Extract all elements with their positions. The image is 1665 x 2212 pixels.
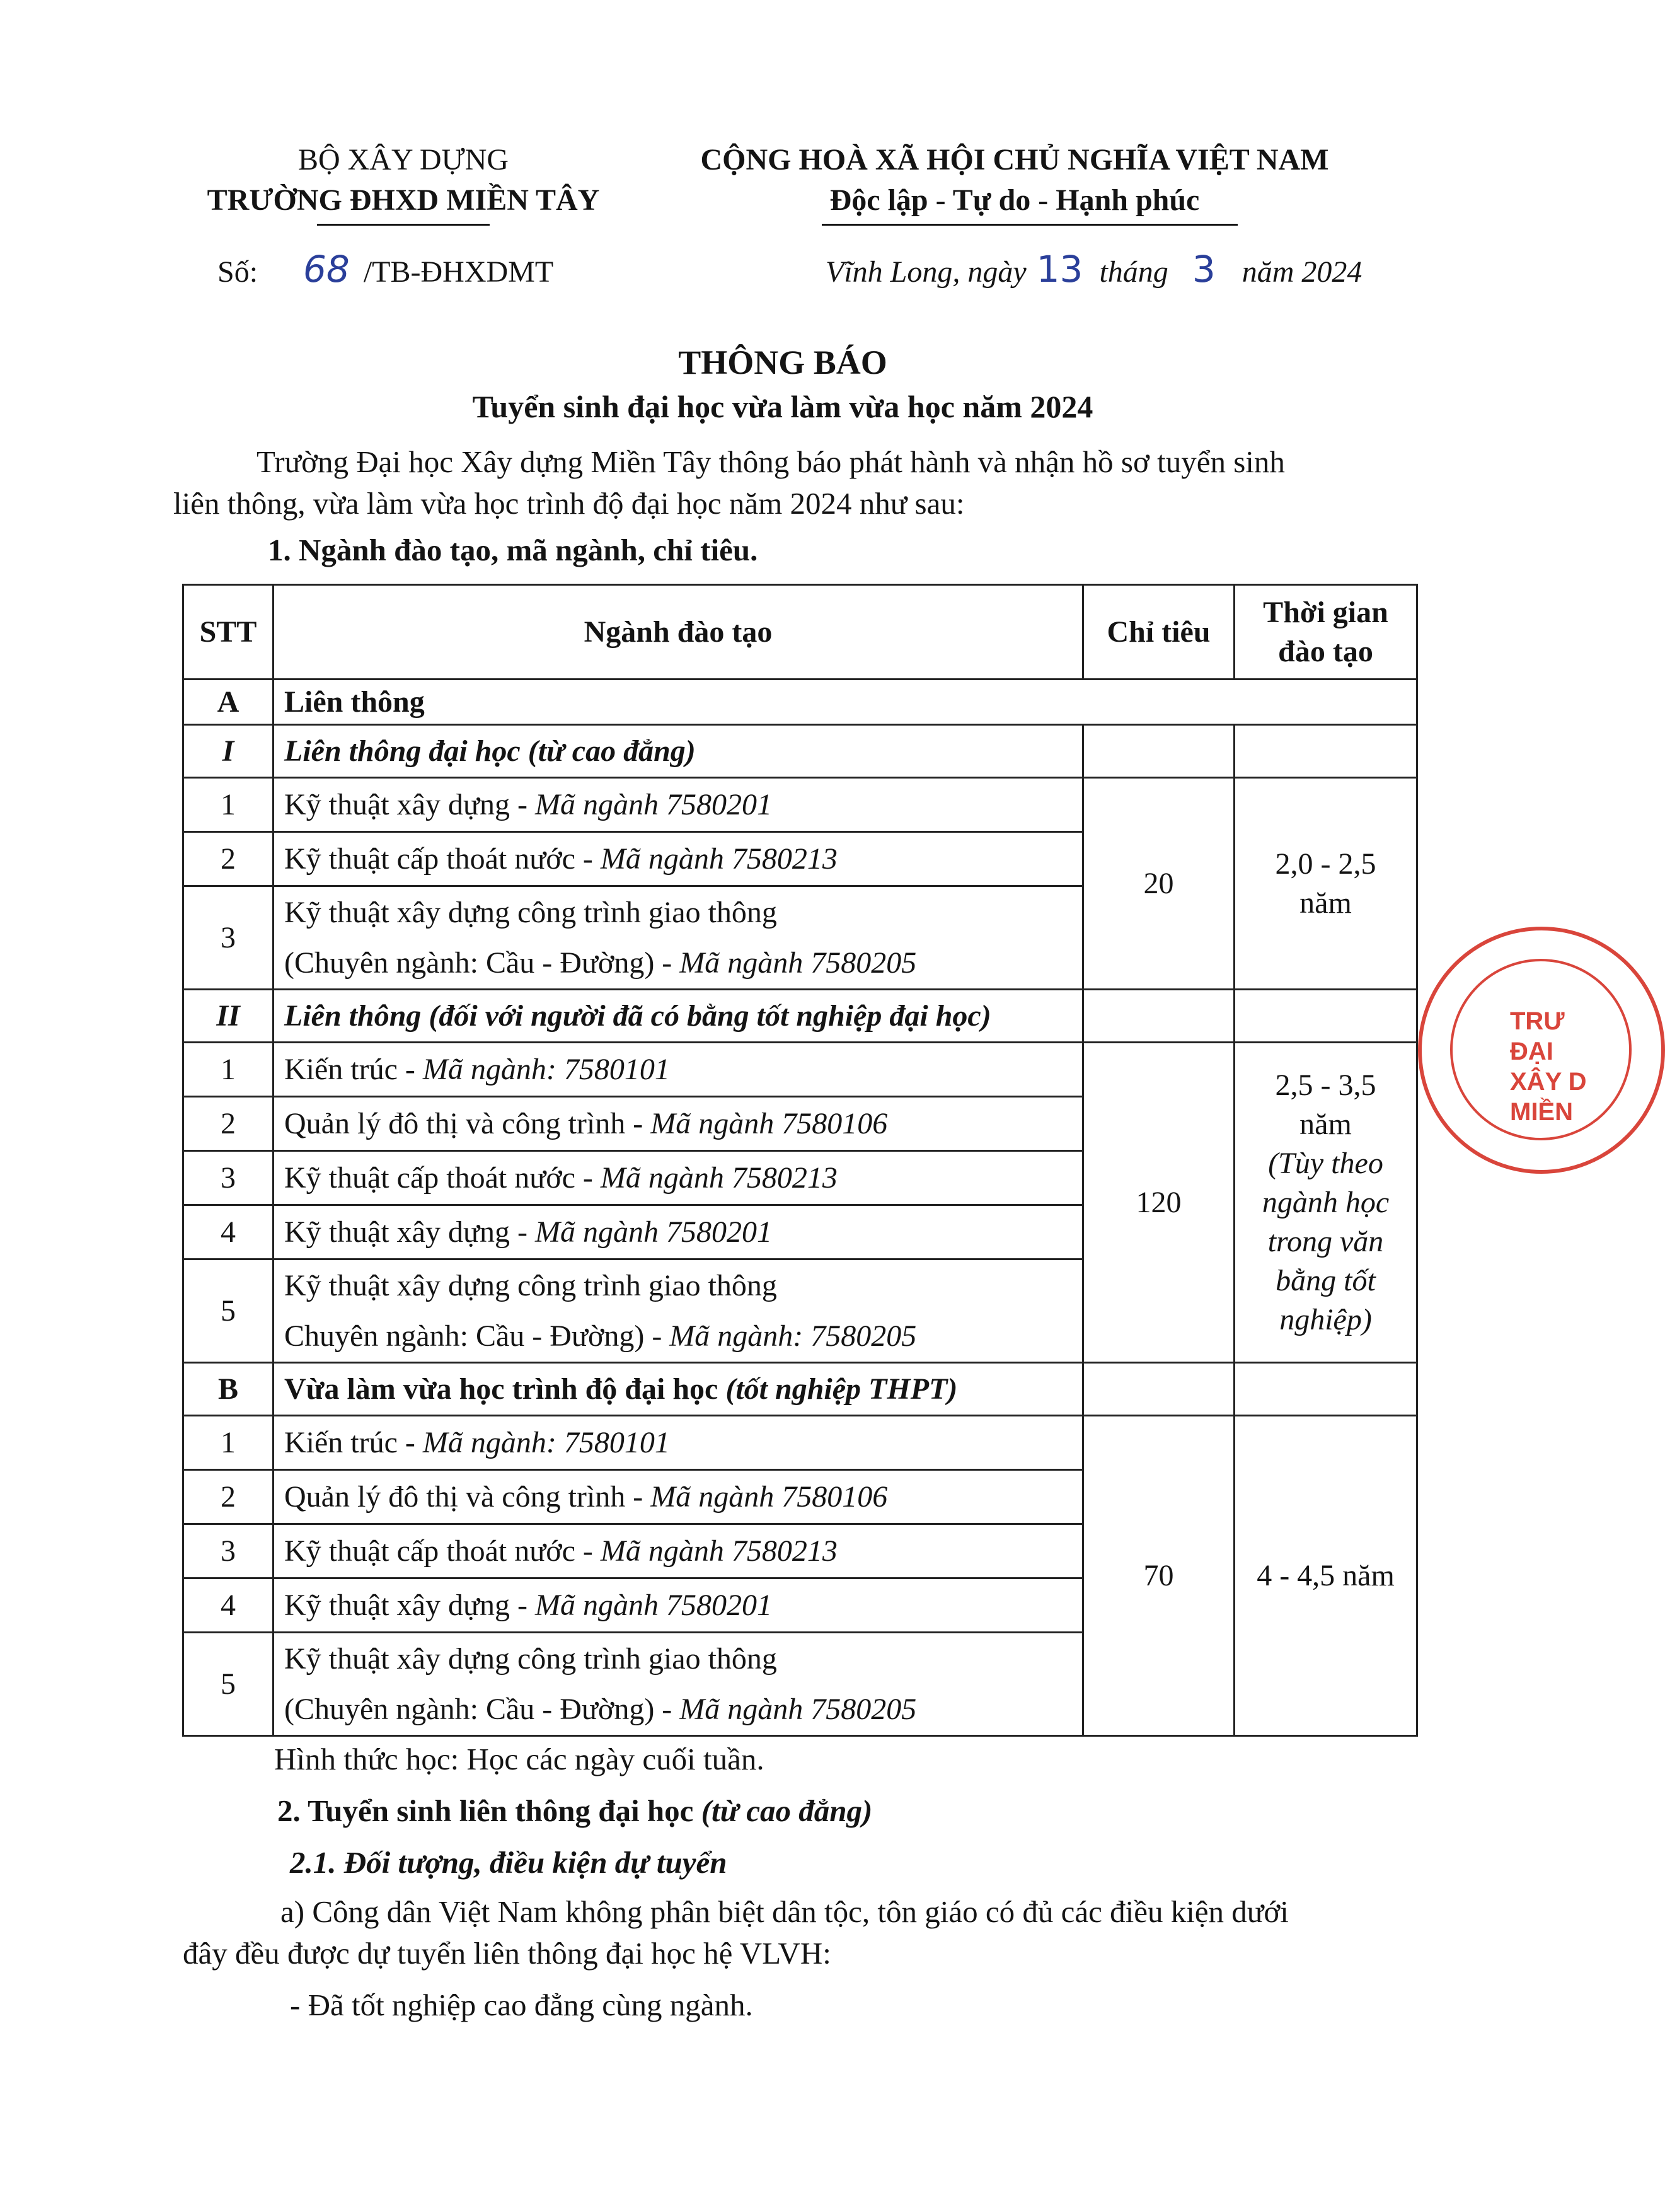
- group-b-label: Vừa làm vừa học trình độ đại học (tốt nghiệp THPT): [274, 1363, 1083, 1416]
- intro-line-2: liên thông, vừa làm vừa học trình độ đại học năm 2024 như sau:: [173, 486, 965, 521]
- group-i-stt: I: [183, 725, 274, 778]
- row-major: Kiến trúc - Mã ngành: 7580101: [274, 1416, 1083, 1470]
- row-major: Kỹ thuật cấp thoát nước - Mã ngành 7580213: [274, 1524, 1083, 1578]
- row-major: Kỹ thuật cấp thoát nước - Mã ngành 7580213: [274, 832, 1083, 886]
- row-major: Kỹ thuật xây dựng - Mã ngành 7580201: [274, 1205, 1083, 1259]
- row-stt: 2: [183, 1097, 274, 1151]
- row-stt: 1: [183, 778, 274, 832]
- empty-cell: [1083, 1363, 1235, 1416]
- row-stt: 4: [183, 1578, 274, 1633]
- date-month-handwritten: 3: [1192, 248, 1216, 291]
- row-stt: 2: [183, 832, 274, 886]
- header-quota: Chỉ tiêu: [1083, 585, 1235, 680]
- row-stt: 3: [183, 886, 274, 990]
- row-major: Kỹ thuật xây dựng công trình giao thông (Chuyên ngành: Cầu - Đường) - Mã ngành 7580205: [274, 1633, 1083, 1736]
- header-stt: STT: [183, 585, 274, 680]
- country-name: CỘNG HOÀ XÃ HỘI CHỦ NGHĨA VIỆT NAM: [700, 143, 1329, 177]
- doc-no-label: Số:: [217, 255, 258, 289]
- header-duration: Thời gian đào tạo: [1235, 585, 1417, 680]
- date-month-label: tháng: [1099, 255, 1168, 289]
- row-stt: 2: [183, 1470, 274, 1524]
- document-number: [217, 247, 553, 294]
- group-b-quota: 70: [1083, 1416, 1235, 1736]
- date-place: Vĩnh Long, ngày: [826, 255, 1027, 289]
- paragraph-a-line-1: a) Công dân Việt Nam không phân biệt dân tộc, tôn giáo có đủ các điều kiện dưới: [280, 1894, 1289, 1929]
- row-stt: 3: [183, 1151, 274, 1205]
- group-ii-label: Liên thông (đối với người đã có bằng tốt nghiệp đại học): [274, 990, 1083, 1043]
- ministry-name: BỘ XÂY DỰNG: [297, 143, 509, 177]
- group-i-duration: 2,0 - 2,5 năm: [1235, 778, 1417, 990]
- group-ii-row: [183, 990, 1417, 1043]
- group-ii-stt: II: [183, 990, 274, 1043]
- majors-table: [182, 584, 1418, 1737]
- table-header-row: [183, 585, 1417, 680]
- row-major: Kỹ thuật xây dựng công trình giao thông Chuyên ngành: Cầu - Đường) - Mã ngành: 7580205: [274, 1259, 1083, 1363]
- row-stt: 3: [183, 1524, 274, 1578]
- row-stt: 1: [183, 1043, 274, 1097]
- paragraph-a-line-2: đây đều được dự tuyển liên thông đại học hệ VLVH:: [183, 1936, 831, 1971]
- group-b-row: [183, 1363, 1417, 1416]
- section-2-1-heading: 2.1. Đối tượng, điều kiện dự tuyển: [290, 1845, 727, 1880]
- motto-underline: [822, 224, 1238, 226]
- group-a-stt: A: [183, 680, 274, 725]
- row-stt: 5: [183, 1633, 274, 1736]
- seal-text: TRƯ ĐẠI XÂY D MIỀN: [1510, 1007, 1587, 1126]
- row-major: Kỹ thuật xây dựng - Mã ngành 7580201: [274, 1578, 1083, 1633]
- row-major: Quản lý đô thị và công trình - Mã ngành 7580106: [274, 1470, 1083, 1524]
- official-seal: [1418, 927, 1665, 1174]
- national-motto: Độc lập - Tự do - Hạnh phúc: [829, 183, 1200, 217]
- empty-cell: [1083, 725, 1235, 778]
- table-row: [183, 778, 1417, 832]
- group-a-label: Liên thông: [274, 680, 1417, 725]
- date-day-handwritten: 13: [1036, 248, 1083, 291]
- group-ii-duration: 2,5 - 3,5 năm (Tùy theo ngành học trong văn bằng tốt nghiệp): [1235, 1043, 1417, 1363]
- group-a-row: [183, 680, 1417, 725]
- row-major: Kiến trúc - Mã ngành: 7580101: [274, 1043, 1083, 1097]
- intro-line-1: Trường Đại học Xây dựng Miền Tây thông báo phát hành và nhận hồ sơ tuyển sinh: [256, 444, 1285, 479]
- school-name: TRƯỜNG ĐHXD MIỀN TÂY: [207, 183, 600, 217]
- document-date: [826, 247, 1362, 294]
- school-underline: [317, 224, 490, 226]
- section-2-heading: 2. Tuyển sinh liên thông đại học (từ cao đẳng): [277, 1793, 873, 1828]
- section-1-heading: 1. Ngành đào tạo, mã ngành, chỉ tiêu.: [268, 533, 758, 567]
- doc-no-handwritten: 68: [303, 248, 350, 291]
- row-stt: 5: [183, 1259, 274, 1363]
- group-ii-quota: 120: [1083, 1043, 1235, 1363]
- page-title: THÔNG BÁO: [678, 344, 887, 381]
- empty-cell: [1235, 990, 1417, 1043]
- table-row: [183, 1416, 1417, 1470]
- row-stt: 1: [183, 1416, 274, 1470]
- bullet-item: - Đã tốt nghiệp cao đẳng cùng ngành.: [290, 1988, 753, 2022]
- group-i-label: Liên thông đại học (từ cao đẳng): [274, 725, 1083, 778]
- empty-cell: [1235, 1363, 1417, 1416]
- group-i-quota: 20: [1083, 778, 1235, 990]
- table-row: [183, 1043, 1417, 1097]
- row-major: Kỹ thuật xây dựng - Mã ngành 7580201: [274, 778, 1083, 832]
- row-stt: 4: [183, 1205, 274, 1259]
- study-form: Hình thức học: Học các ngày cuối tuần.: [274, 1742, 764, 1776]
- header-major: Ngành đào tạo: [274, 585, 1083, 680]
- doc-no-suffix: /TB-ĐHXDMT: [363, 255, 554, 289]
- empty-cell: [1235, 725, 1417, 778]
- group-b-duration: 4 - 4,5 năm: [1235, 1416, 1417, 1736]
- group-i-row: [183, 725, 1417, 778]
- group-b-stt: B: [183, 1363, 274, 1416]
- empty-cell: [1083, 990, 1235, 1043]
- row-major: Kỹ thuật xây dựng công trình giao thông (Chuyên ngành: Cầu - Đường) - Mã ngành 7580205: [274, 886, 1083, 990]
- row-major: Kỹ thuật cấp thoát nước - Mã ngành 7580213: [274, 1151, 1083, 1205]
- date-year: năm 2024: [1242, 255, 1363, 289]
- page-subtitle: Tuyển sinh đại học vừa làm vừa học năm 2024: [472, 389, 1093, 424]
- row-major: Quản lý đô thị và công trình - Mã ngành 7580106: [274, 1097, 1083, 1151]
